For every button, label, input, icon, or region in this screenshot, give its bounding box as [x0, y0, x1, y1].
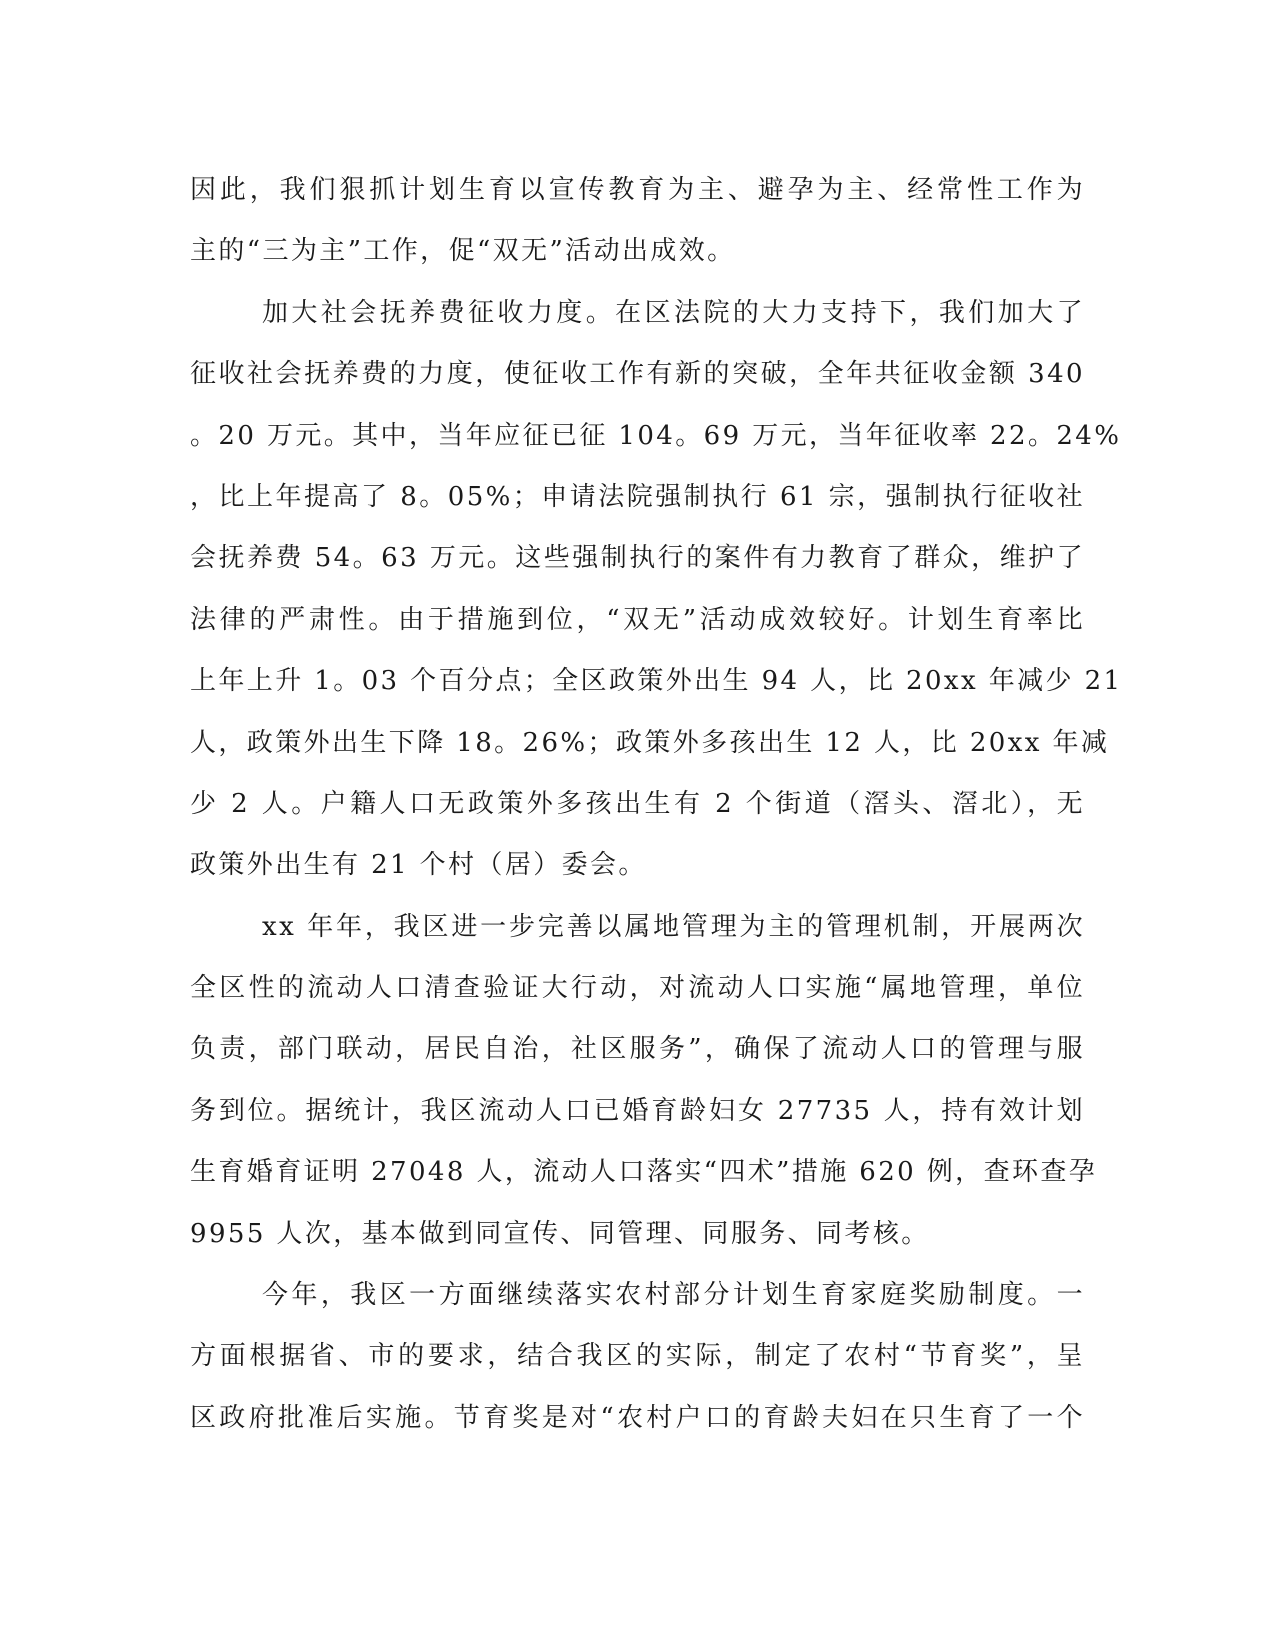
paragraph-3-line-5: 生育婚育证明 27048 人，流动人口落实“四术”措施 620 例，查环查孕: [190, 1157, 1098, 1188]
paragraph-2-line-5: 会抚养费 54。63 万元。这些强制执行的案件有力教育了群众，维护了: [190, 543, 1085, 574]
paragraph-2-line-10: 政策外出生有 21 个村（居）委会。: [190, 850, 647, 881]
paragraph-2-line-9: 少 2 人。户籍人口无政策外多孩出生有 2 个街道（滘头、滘北），无: [190, 788, 1085, 819]
paragraph-2-line-3: 。20 万元。其中，当年应征已征 104。69 万元，当年征收率 22。24%: [190, 420, 1122, 451]
paragraph-4-line-2: 方面根据省、市的要求，结合我区的实际，制定了农村“节育奖”，呈: [190, 1341, 1085, 1372]
paragraph-2-line-6: 法律的严肃性。由于措施到位，“双无”活动成效较好。计划生育率比: [190, 604, 1085, 635]
paragraph-2-line-1: 加大社会抚养费征收力度。在区法院的大力支持下，我们加大了: [262, 297, 1085, 328]
paragraph-3-line-1: xx 年年，我区进一步完善以属地管理为主的管理机制，开展两次: [262, 911, 1085, 942]
paragraph-3-line-2: 全区性的流动人口清查验证大行动，对流动人口实施“属地管理，单位: [190, 973, 1085, 1004]
paragraph-2-line-7: 上年上升 1。03 个百分点；全区政策外出生 94 人，比 20xx 年减少 21: [190, 666, 1123, 697]
paragraph-4-line-1: 今年，我区一方面继续落实农村部分计划生育家庭奖励制度。一: [262, 1280, 1085, 1311]
paragraph-2-line-2: 征收社会抚养费的力度，使征收工作有新的突破，全年共征收金额 340: [190, 359, 1085, 390]
document-body: [190, 160, 1123, 1449]
paragraph-2-line-8: 人，政策外出生下降 18。26%；政策外多孩出生 12 人，比 20xx 年减: [190, 727, 1110, 758]
paragraph-3-line-6: 9955 人次，基本做到同宣传、同管理、同服务、同考核。: [190, 1218, 930, 1249]
paragraph-1-line-1: 因此，我们狠抓计划生育以宣传教育为主、避孕为主、经常性工作为: [190, 175, 1085, 205]
paragraph-2-line-4: ，比上年提高了 8。05%；申请法院强制执行 61 宗，强制执行征收社: [190, 481, 1085, 512]
paragraph-4-line-3: 区政府批准后实施。节育奖是对“农村户口的育龄夫妇在只生育了一个: [190, 1402, 1085, 1433]
paragraph-1-line-2: 主的“三为主”工作，促“双无”活动出成效。: [190, 236, 736, 267]
paragraph-3-line-4: 务到位。据统计，我区流动人口已婚育龄妇女 27735 人，持有效计划: [190, 1095, 1085, 1126]
paragraph-3-line-3: 负责，部门联动，居民自治，社区服务”，确保了流动人口的管理与服: [190, 1034, 1085, 1065]
